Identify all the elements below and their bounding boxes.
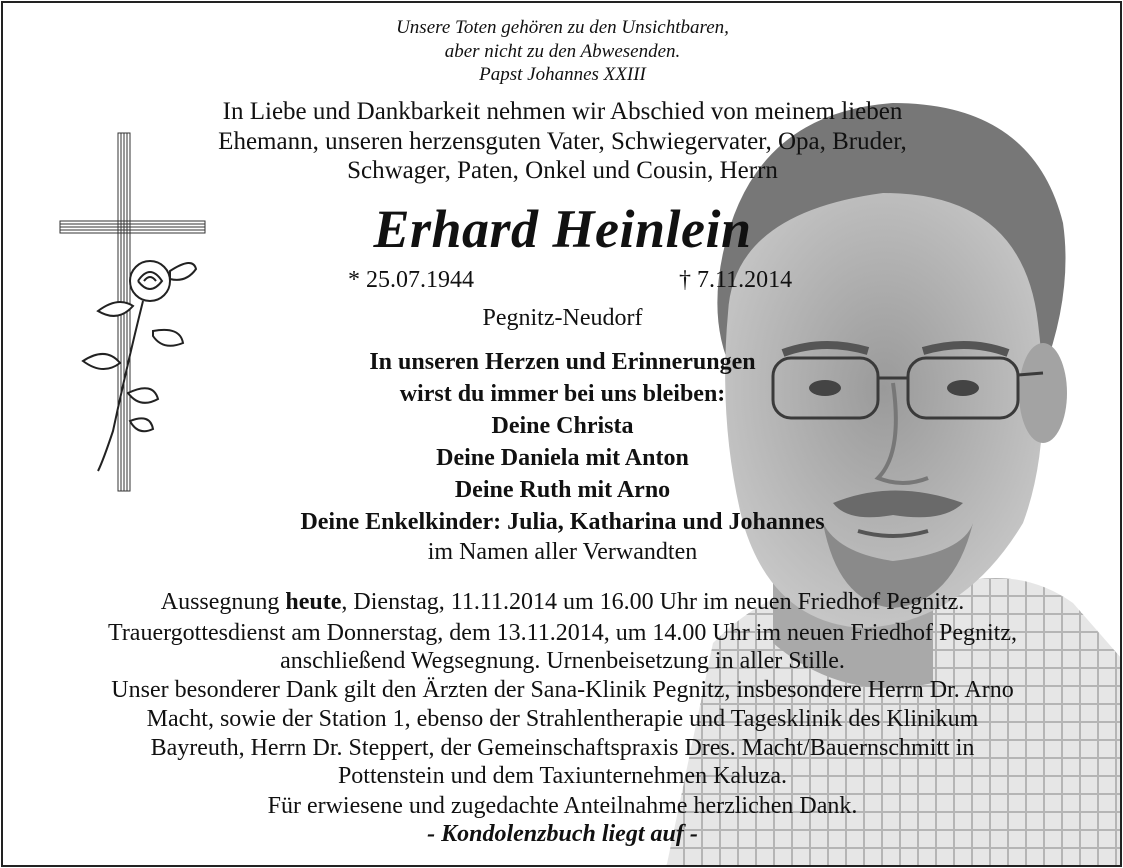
birth-date: * 25.07.1944 bbox=[348, 267, 474, 293]
mourners-relatives: im Namen aller Verwandten bbox=[427, 539, 698, 565]
epigraph-attribution: Papst Johannes XXIII bbox=[479, 64, 646, 85]
obituary-notice bbox=[1, 1, 1122, 867]
intro-line-2: Ehemann, unseren herzensguten Vater, Schwiegervater, Opa, Bruder, bbox=[218, 128, 907, 155]
service-line-1 bbox=[3, 589, 1122, 616]
mourners-line-2: wirst du immer bei uns bleiben: bbox=[399, 381, 726, 407]
intro-line-1: In Liebe und Dankbarkeit nehmen wir Abschied von meinem lieben bbox=[222, 98, 903, 125]
epigraph-line-1: Unsere Toten gehören zu den Unsichtbaren, bbox=[396, 17, 729, 38]
thanks-line-3: Bayreuth, Herrn Dr. Steppert, der Gemeinschaftspraxis Dres. Macht/Bauernschmitt in bbox=[150, 735, 975, 761]
service-line-2: Trauergottesdienst am Donnerstag, dem 13.11.2014, um 14.00 Uhr im neuen Friedhof Pegnitz, bbox=[108, 620, 1017, 646]
service-suffix: , Dienstag, 11.11.2014 um 16.00 Uhr im neuen Friedhof Pegnitz. bbox=[341, 589, 965, 615]
residence: Pegnitz-Neudorf bbox=[482, 305, 643, 331]
death-date: † 7.11.2014 bbox=[679, 267, 793, 293]
condolence-book-note: - Kondolenzbuch liegt auf - bbox=[427, 821, 698, 847]
service-prefix: Aussegnung bbox=[160, 589, 286, 615]
intro-line-3: Schwager, Paten, Onkel und Cousin, Herrn bbox=[347, 157, 778, 184]
thanks-line-2: Macht, sowie der Station 1, ebenso der Strahlentherapie und Tagesklinik des Klinikum bbox=[146, 706, 979, 732]
mourners-line-1: In unseren Herzen und Erinnerungen bbox=[369, 349, 756, 375]
thanks-line-1: Unser besonderer Dank gilt den Ärzten der Sana-Klinik Pegnitz, insbesondere Herrn Dr. Arno bbox=[111, 677, 1014, 703]
service-line-3: anschließend Wegsegnung. Urnenbeisetzung in aller Stille. bbox=[280, 648, 845, 674]
service-highlight: heute bbox=[285, 589, 342, 615]
mourner-ruth: Deine Ruth mit Arno bbox=[454, 477, 671, 503]
mourner-christa: Deine Christa bbox=[491, 413, 634, 439]
thanks-line-5: Für erwiesene und zugedachte Anteilnahme herzlichen Dank. bbox=[267, 793, 858, 819]
thanks-line-4: Pottenstein und dem Taxiunternehmen Kaluza. bbox=[337, 763, 788, 789]
deceased-name: Erhard Heinlein bbox=[373, 199, 752, 259]
epigraph-line-2: aber nicht zu den Abwesenden. bbox=[444, 41, 681, 62]
mourner-daniela: Deine Daniela mit Anton bbox=[436, 445, 689, 471]
mourner-grandchildren: Deine Enkelkinder: Julia, Katharina und Johannes bbox=[300, 509, 825, 535]
